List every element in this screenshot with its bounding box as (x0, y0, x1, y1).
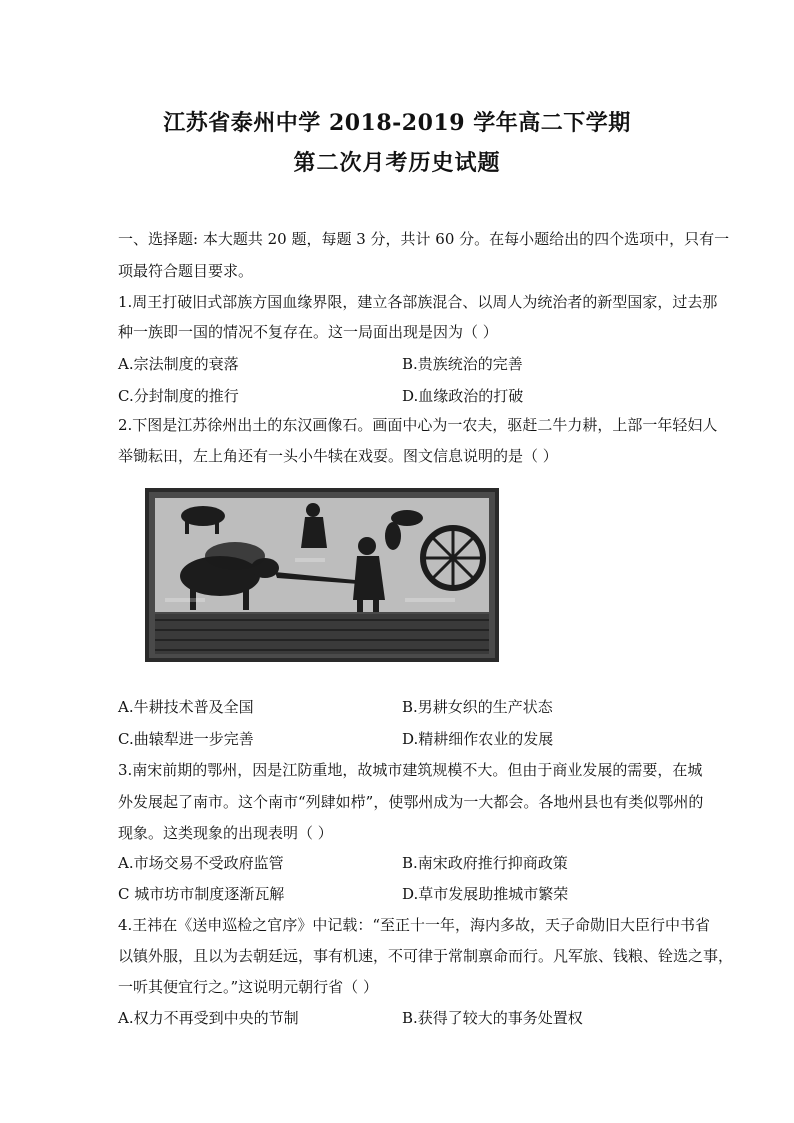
question-2-option-b: B.男耕女织的生产状态 (402, 698, 553, 716)
question-1-option-d: D.血缘政治的打破 (402, 387, 524, 405)
question-2-option-a: A.牛耕技术普及全国 (118, 698, 254, 716)
question-2-option-d: D.精耕细作农业的发展 (402, 730, 554, 748)
question-4-stem-line-1: 4.王祎在《送申巡检之官序》中记载：“至正十一年，海内多故，天子命勋旧大臣行中书省 (118, 916, 710, 934)
question-4-option-a: A.权力不再受到中央的节制 (118, 1009, 299, 1027)
question-1-option-b: B.贵族统治的完善 (402, 355, 523, 373)
question-4-stem-line-2: 以镇外服，且以为去朝廷远，事有机速，不可律于常制禀命而行。凡军旅、钱粮、铨选之事， (118, 947, 734, 965)
exam-title: 江苏省泰州中学 2018-2019 学年高二下学期 (163, 110, 631, 136)
question-2-stem-line-1: 2.下图是江苏徐州出土的东汉画像石。画面中心为一农夫，驱赶二牛力耕，上部一年轻妇人 (118, 416, 718, 434)
exam-subtitle: 第二次月考历史试题 (293, 150, 501, 176)
han-stone-relief-image (145, 488, 499, 662)
question-2-option-c: C.曲辕犁进一步完善 (118, 730, 254, 748)
section-instructions-line-1: 一、选择题: 本大题共 20 题，每题 3 分，共计 60 分。在每小题给出的四个选项中，只有一 (118, 230, 730, 248)
question-1-option-c: C.分封制度的推行 (118, 387, 239, 405)
question-3-stem-line-3: 现象。这类现象的出现表明（ ） (118, 824, 333, 842)
question-3-option-c: C 城市坊市制度逐渐瓦解 (118, 885, 285, 903)
question-3-stem-line-1: 3.南宋前期的鄂州，因是江防重地，故城市建筑规模不大。但由于商业发展的需要，在城 (118, 761, 703, 779)
question-3-option-a: A.市场交易不受政府监管 (118, 854, 284, 872)
question-1-stem-line-2: 种一族即一国的情况不复存在。这一局面出现是因为（ ） (118, 323, 498, 341)
section-instructions-line-2: 项最符合题目要求。 (118, 262, 254, 280)
question-3-stem-line-2: 外发展起了南市。这个南市“列肆如栉”，使鄂州成为一大都会。各地州县也有类似鄂州的 (118, 793, 704, 811)
question-1-stem-line-1: 1.周王打破旧式部族方国血缘界限，建立各部族混合、以周人为统治者的新型国家，过去那 (118, 293, 718, 311)
question-4-option-b: B.获得了较大的事务处置权 (402, 1009, 583, 1027)
question-3-option-d: D.草市发展助推城市繁荣 (402, 885, 569, 903)
question-2-stem-line-2: 举锄耘田，左上角还有一头小牛犊在戏耍。图文信息说明的是（ ） (118, 447, 558, 465)
question-3-option-b: B.南宋政府推行抑商政策 (402, 854, 568, 872)
question-4-stem-line-3: 一听其便宜行之。”这说明元朝行省（ ） (118, 978, 378, 996)
question-1-option-a: A.宗法制度的衰落 (118, 355, 239, 373)
